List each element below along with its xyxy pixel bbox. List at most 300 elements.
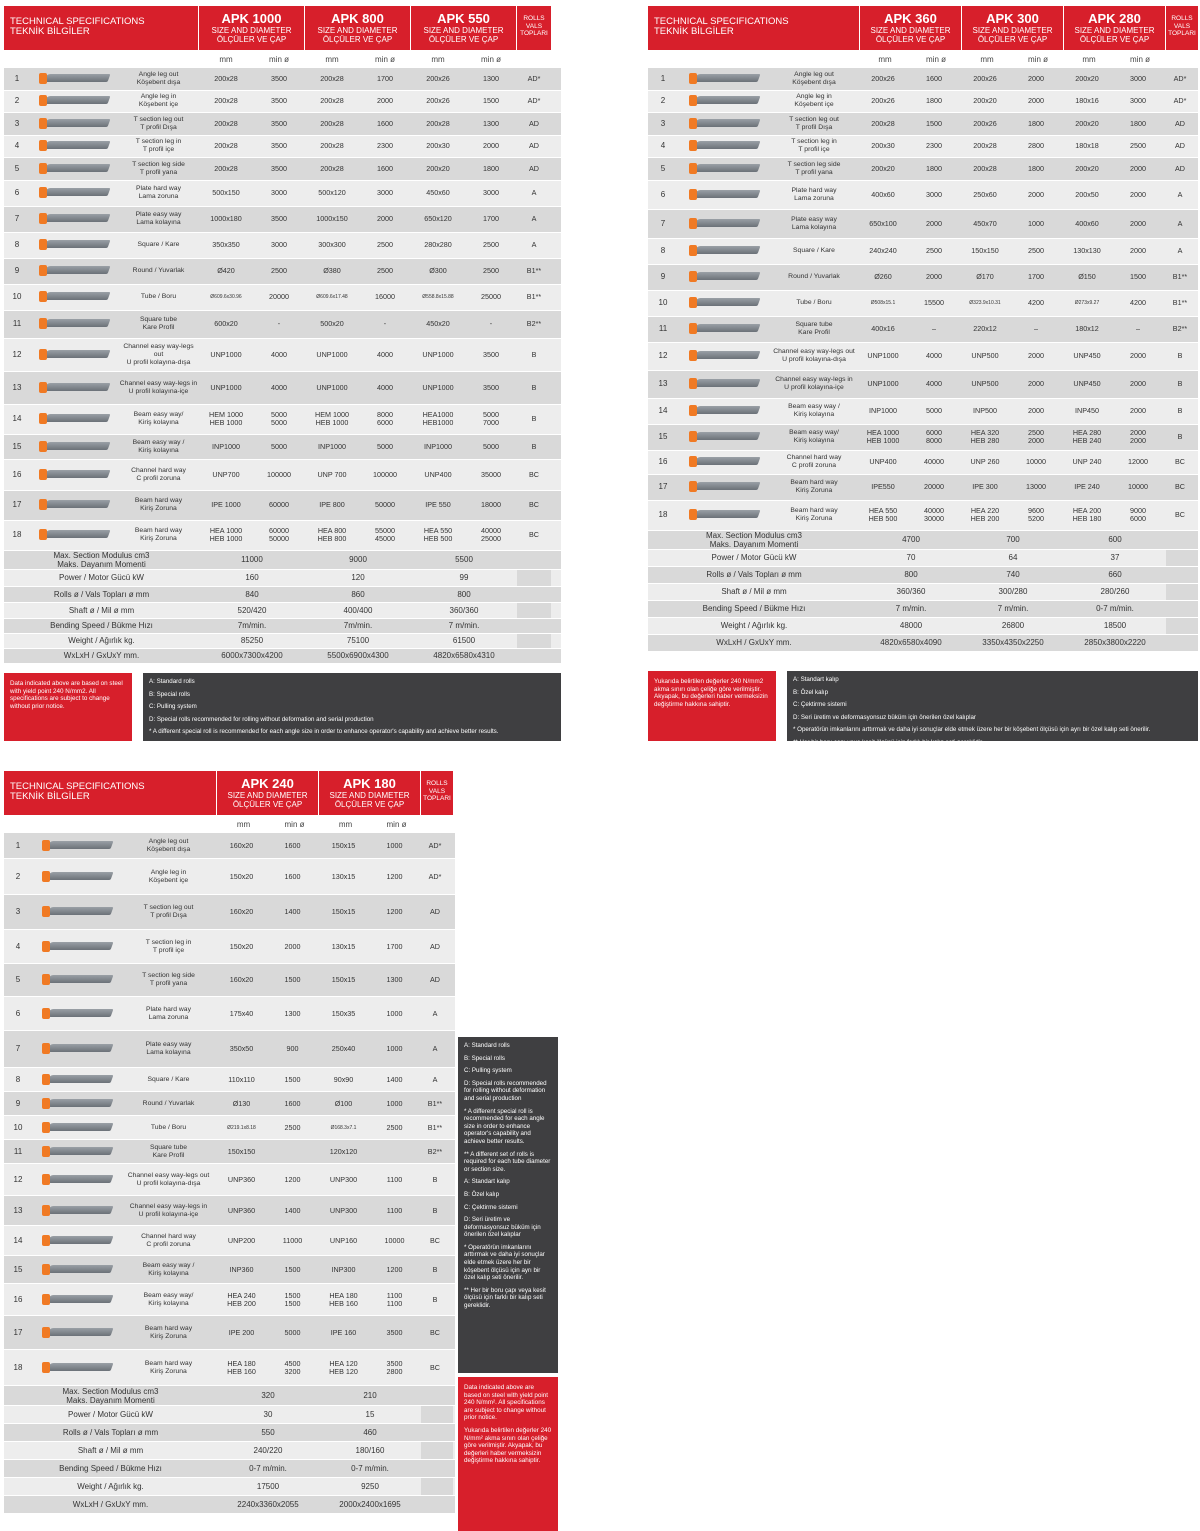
spacer bbox=[517, 649, 551, 663]
profile-name bbox=[122, 1350, 215, 1385]
value-line: 1800 bbox=[926, 163, 942, 173]
value-cell bbox=[305, 491, 359, 520]
machine-spec-value: 360/360 bbox=[449, 605, 479, 615]
profile-image bbox=[30, 311, 118, 338]
profile-name-tr: T profil yana bbox=[149, 980, 188, 987]
note-line: A: Standard rolls bbox=[464, 1042, 510, 1049]
value-cell bbox=[465, 460, 517, 490]
profile-shape-icon bbox=[40, 1232, 114, 1250]
table-row bbox=[4, 997, 455, 1031]
value-line: 2500 bbox=[271, 266, 287, 275]
profile-name bbox=[122, 1256, 215, 1283]
profile-name-en: T section leg side bbox=[787, 160, 841, 168]
value-cell bbox=[411, 259, 465, 284]
profile-name bbox=[770, 210, 858, 238]
roll-code: BC bbox=[430, 1362, 440, 1372]
value-cell bbox=[215, 997, 268, 1030]
value-line: UNP1000 bbox=[422, 382, 454, 392]
value-cell bbox=[1062, 210, 1112, 238]
profile-name bbox=[118, 339, 199, 371]
label-line: Shaft ø / Mil ø mm bbox=[721, 587, 787, 596]
machine-spec-row bbox=[648, 635, 1198, 652]
profile-name-en: Plate easy way bbox=[135, 211, 182, 218]
profile-image bbox=[32, 895, 122, 929]
value-cell bbox=[1112, 451, 1164, 474]
profile-tip bbox=[39, 441, 47, 452]
profile-image bbox=[32, 1116, 122, 1139]
value-line: 350x350 bbox=[212, 240, 240, 249]
table-row bbox=[4, 339, 561, 372]
value-line: 200x26 bbox=[426, 96, 450, 106]
value-cell bbox=[305, 339, 359, 371]
table-row bbox=[4, 91, 561, 114]
value-cell bbox=[465, 113, 517, 135]
value-cell bbox=[370, 1140, 419, 1163]
value-line: 35000 bbox=[481, 469, 501, 479]
value-line: 400x60 bbox=[871, 189, 895, 199]
value-line: 150x15 bbox=[331, 975, 356, 984]
profile-name-tr: Kiriş Zoruna bbox=[795, 487, 833, 494]
profile-shape-icon bbox=[37, 160, 111, 178]
value-line: 2500 bbox=[1028, 246, 1044, 255]
value-cell bbox=[465, 372, 517, 404]
machine-spec-row bbox=[648, 601, 1198, 618]
value-cell bbox=[1062, 371, 1112, 398]
machine-spec-value: 15 bbox=[365, 1410, 375, 1419]
value-line: UNP450 bbox=[1073, 379, 1101, 388]
value-cell bbox=[253, 460, 305, 490]
value-line: 3500 bbox=[271, 118, 287, 128]
value-cell bbox=[465, 259, 517, 284]
value-line: UNP1000 bbox=[867, 379, 899, 388]
value-cell bbox=[1062, 158, 1112, 180]
value-cell bbox=[359, 181, 411, 206]
value-line: 1800 bbox=[483, 163, 499, 173]
profile-image bbox=[678, 475, 770, 500]
title-tr: TEKNİK BİLGİLER bbox=[654, 26, 734, 37]
spacer bbox=[421, 1460, 453, 1477]
value-line: 2000 bbox=[926, 272, 942, 281]
machine-spec-value: 460 bbox=[363, 1428, 377, 1437]
value-cell bbox=[858, 158, 908, 180]
row-number: 8 bbox=[14, 240, 20, 249]
value-line: HEA 550 bbox=[868, 506, 898, 515]
value-cell bbox=[1062, 265, 1112, 290]
profile-tip bbox=[689, 95, 697, 106]
value-line: HEB 180 bbox=[1072, 514, 1102, 523]
profile-name-en: Channel easy way-legs in bbox=[119, 379, 198, 387]
value-cell bbox=[908, 501, 960, 530]
profile-shape-icon bbox=[37, 236, 111, 254]
value-line: 1500 bbox=[284, 1290, 301, 1300]
profile-name-tr: Kiriş kolayına bbox=[138, 419, 179, 426]
value-cell bbox=[305, 136, 359, 158]
profile-name-tr: Kiriş Zoruna bbox=[140, 535, 177, 542]
machine-spec-value: 4700 bbox=[902, 535, 920, 544]
value-line: 300x300 bbox=[318, 240, 346, 249]
value-line: 4200 bbox=[1028, 298, 1044, 307]
value-line: 40000 bbox=[924, 457, 944, 466]
profile-shape-icon bbox=[37, 210, 111, 228]
profile-image bbox=[32, 1164, 122, 1195]
spacer bbox=[421, 1386, 453, 1405]
profile-name-en: Round / Yuvarlak bbox=[142, 1099, 195, 1107]
machine-spec-value: 26800 bbox=[1001, 621, 1025, 630]
profile-name-tr: C profil zoruna bbox=[146, 1240, 191, 1248]
value-cell bbox=[1010, 343, 1062, 370]
value-line: 200x28 bbox=[320, 163, 344, 173]
profile-name bbox=[118, 207, 199, 232]
value-line: 200x26 bbox=[426, 73, 450, 83]
profile-shape-icon bbox=[687, 215, 761, 233]
profile-bar bbox=[44, 74, 111, 82]
machine-spec-value: 18500 bbox=[1103, 621, 1127, 630]
value-cell bbox=[268, 833, 317, 858]
profile-name-tr: Kiriş kolayına bbox=[793, 437, 835, 444]
label-line: Maks. Dayanım Momenti bbox=[66, 1395, 155, 1405]
profile-shape-icon bbox=[37, 137, 111, 155]
table-row bbox=[4, 405, 561, 435]
value-cell bbox=[1062, 475, 1112, 500]
profile-image bbox=[30, 113, 118, 135]
value-cell bbox=[370, 1164, 419, 1195]
value-line: INP500 bbox=[973, 406, 997, 415]
value-cell bbox=[317, 1031, 370, 1067]
value-cell bbox=[253, 435, 305, 459]
value-cell bbox=[858, 425, 908, 450]
value-cell bbox=[858, 291, 908, 316]
value-cell bbox=[359, 207, 411, 232]
note-yield-point-en bbox=[4, 673, 132, 741]
value-cell bbox=[268, 1350, 317, 1385]
value-cell bbox=[465, 158, 517, 180]
value-line: 2800 bbox=[1028, 141, 1044, 151]
value-cell bbox=[908, 317, 960, 342]
profile-image bbox=[30, 405, 118, 434]
roll-code: AD* bbox=[1173, 96, 1187, 106]
table-row bbox=[648, 210, 1198, 239]
profile-shape-icon bbox=[687, 320, 761, 338]
profile-name bbox=[122, 859, 215, 894]
value-line: 2000 bbox=[377, 214, 393, 223]
value-cell bbox=[370, 1116, 419, 1139]
value-cell bbox=[858, 91, 908, 113]
table-row bbox=[648, 475, 1198, 501]
machine-spec-label bbox=[648, 635, 860, 651]
value-line: UNP700 bbox=[212, 469, 240, 479]
profile-image bbox=[30, 339, 118, 371]
value-line: 25000 bbox=[481, 292, 501, 301]
value-line: HEB 500 bbox=[423, 534, 453, 543]
model-name: APK 240 bbox=[241, 776, 294, 791]
profile-image bbox=[30, 435, 118, 459]
value-line: 2000 bbox=[1130, 406, 1146, 415]
value-cell bbox=[359, 521, 411, 550]
roll-code: A bbox=[1177, 218, 1183, 228]
table-row bbox=[648, 343, 1198, 371]
table-row bbox=[4, 1031, 455, 1068]
profile-name-en: Tube / Boru bbox=[150, 1123, 187, 1131]
table-row bbox=[4, 1284, 455, 1316]
profile-tip bbox=[39, 499, 47, 510]
value-cell bbox=[960, 371, 1010, 398]
value-cell bbox=[465, 521, 517, 550]
value-cell bbox=[253, 339, 305, 371]
model-header bbox=[1064, 6, 1165, 50]
table-row bbox=[648, 451, 1198, 475]
value-line: HEB 1000 bbox=[209, 418, 243, 427]
label-line: Bending Speed / Bükme Hızı bbox=[50, 621, 153, 630]
units-header bbox=[4, 815, 455, 833]
model-sub-en: SIZE AND DIAMETER bbox=[1074, 26, 1155, 35]
profile-image bbox=[32, 1092, 122, 1115]
machine-spec-label bbox=[4, 603, 199, 618]
table-row bbox=[4, 521, 561, 551]
value-line: 3000 bbox=[271, 240, 287, 249]
value-cell bbox=[268, 1031, 317, 1067]
profile-name-en: Round / Yuvarlak bbox=[132, 267, 185, 274]
value-line: 200x20 bbox=[1075, 118, 1099, 128]
value-line: INP1000 bbox=[869, 406, 897, 415]
table-row bbox=[4, 233, 561, 259]
profile-shape-icon bbox=[40, 938, 114, 956]
value-cell bbox=[253, 207, 305, 232]
value-line: 1400 bbox=[284, 1205, 301, 1215]
value-cell bbox=[253, 372, 305, 404]
value-cell bbox=[215, 1164, 268, 1195]
spacer bbox=[1166, 531, 1198, 549]
table-row bbox=[4, 1316, 455, 1350]
value-cell bbox=[1010, 501, 1062, 530]
value-cell bbox=[317, 859, 370, 894]
roll-code: A bbox=[531, 214, 537, 223]
profile-name-en: T section leg in bbox=[791, 138, 837, 146]
value-line: HEB 120 bbox=[329, 1366, 358, 1376]
model-name: APK 550 bbox=[437, 11, 490, 26]
profile-image bbox=[678, 68, 770, 90]
value-cell bbox=[253, 68, 305, 90]
profile-tip bbox=[42, 840, 50, 851]
value-line: 250x60 bbox=[973, 189, 997, 199]
roll-code: A bbox=[432, 1074, 438, 1084]
value-cell bbox=[1112, 501, 1164, 530]
profile-image bbox=[678, 136, 770, 158]
profile-bar bbox=[694, 351, 761, 359]
value-cell bbox=[305, 460, 359, 490]
profile-name-en: Channel easy way-legs out bbox=[773, 348, 855, 355]
note-yield-point-bilingual bbox=[458, 1377, 558, 1531]
value-line: 1000 bbox=[386, 1098, 403, 1108]
value-line: 180x12 bbox=[1075, 324, 1099, 333]
value-line: 150x150 bbox=[971, 246, 999, 255]
profile-name-tr: Kiriş Zoruna bbox=[150, 1332, 187, 1340]
value-line: 200x20 bbox=[973, 96, 997, 106]
value-line: 2500 bbox=[1028, 428, 1044, 437]
note-line: Yukarıda belirtilen değerler 240 N/mm² akma sınırı olan çeliğe göre verilmiştir. Akyapak, bu değerleri haber vermeksizin değiştirme hakkına sahiptir. bbox=[464, 1426, 552, 1465]
value-line: 280x280 bbox=[424, 240, 452, 249]
machine-spec-label bbox=[648, 618, 860, 634]
profile-name-en: Angle leg in bbox=[140, 93, 177, 101]
profile-tip bbox=[689, 118, 697, 129]
value-cell bbox=[908, 343, 960, 370]
value-cell bbox=[1010, 136, 1062, 158]
value-cell bbox=[253, 405, 305, 434]
value-line: 160x20 bbox=[229, 975, 254, 984]
value-cell bbox=[1062, 68, 1112, 90]
profile-name bbox=[118, 158, 199, 180]
value-line: 4000 bbox=[926, 379, 942, 388]
machine-spec-value: 75100 bbox=[346, 636, 370, 645]
label-line: Weight / Ağırlık kg. bbox=[68, 636, 135, 645]
profile-tip bbox=[689, 405, 697, 416]
row-number: 16 bbox=[13, 1294, 23, 1304]
profile-image bbox=[678, 371, 770, 398]
value-cell bbox=[858, 343, 908, 370]
value-line: 3200 bbox=[284, 1366, 301, 1376]
model-name: APK 800 bbox=[331, 11, 384, 26]
machine-spec-row bbox=[648, 531, 1198, 550]
profile-name bbox=[122, 964, 215, 996]
value-line: 12000 bbox=[1128, 457, 1148, 466]
machine-spec-label bbox=[4, 1460, 217, 1477]
profile-name-tr: U profil kolayına-içe bbox=[138, 1210, 199, 1218]
value-line: 3500 bbox=[271, 163, 287, 173]
value-cell bbox=[908, 113, 960, 135]
row-number: 2 bbox=[660, 96, 666, 106]
profile-bar bbox=[694, 246, 761, 254]
unit-mm: mm bbox=[878, 54, 892, 64]
value-cell bbox=[305, 435, 359, 459]
value-cell bbox=[960, 136, 1010, 158]
row-number: 15 bbox=[658, 432, 668, 441]
value-cell bbox=[370, 859, 419, 894]
profile-tip bbox=[689, 73, 697, 84]
profile-name bbox=[770, 451, 858, 474]
machine-spec-value: 3350x4350x2250 bbox=[982, 638, 1044, 647]
value-cell bbox=[215, 1226, 268, 1255]
value-cell bbox=[253, 311, 305, 338]
profile-tip bbox=[689, 140, 697, 151]
profile-name-en: T section leg out bbox=[143, 904, 194, 911]
profile-tip bbox=[689, 378, 697, 389]
value-cell bbox=[465, 491, 517, 520]
value-cell bbox=[465, 435, 517, 459]
value-line: 220x12 bbox=[973, 324, 997, 333]
model-sub-en: SIZE AND DIAMETER bbox=[227, 791, 308, 800]
profile-name bbox=[122, 1092, 215, 1115]
value-line: 200x26 bbox=[973, 73, 997, 83]
value-line: UNP1000 bbox=[210, 382, 242, 392]
profile-tip bbox=[689, 481, 697, 492]
machine-spec-row bbox=[648, 567, 1198, 584]
roll-code: AD bbox=[430, 907, 440, 916]
profile-bar bbox=[47, 1363, 114, 1371]
profile-name-en: Tube / Boru bbox=[796, 299, 832, 306]
value-line: 120x120 bbox=[329, 1146, 358, 1156]
row-number: 12 bbox=[12, 349, 22, 359]
value-line: 2000 bbox=[1130, 163, 1146, 173]
profile-name-en: Plate easy way bbox=[145, 1041, 192, 1048]
profile-bar bbox=[47, 1236, 114, 1244]
profile-shape-icon bbox=[40, 1005, 114, 1023]
roll-code: BC bbox=[529, 500, 539, 509]
profile-name-en: Beam easy way / bbox=[132, 438, 185, 446]
profile-name-en: Angle leg in bbox=[150, 868, 187, 876]
profile-name-tr: Kiriş kolayına bbox=[148, 1269, 189, 1277]
value-cell bbox=[1112, 181, 1164, 209]
profile-bar bbox=[47, 1265, 114, 1273]
value-line: 150x20 bbox=[229, 941, 254, 951]
note-line: C: Pulling system bbox=[464, 1067, 512, 1075]
value-line: IPE 200 bbox=[228, 1327, 255, 1337]
value-cell bbox=[215, 859, 268, 894]
machine-spec-value: 860 bbox=[351, 589, 365, 599]
profile-image bbox=[30, 259, 118, 284]
profile-name bbox=[118, 113, 199, 135]
value-cell bbox=[858, 501, 908, 530]
label-line: Weight / Ağırlık kg. bbox=[720, 621, 788, 630]
profile-tip bbox=[42, 1122, 50, 1133]
note-line: B: Special rolls bbox=[464, 1054, 505, 1062]
value-line: 1200 bbox=[386, 871, 403, 881]
profile-name-en: Plate easy way bbox=[791, 215, 837, 223]
value-line: 13000 bbox=[1026, 482, 1046, 491]
machine-spec-value: 7 m/min. bbox=[448, 621, 480, 630]
profile-bar bbox=[47, 1075, 114, 1083]
profile-name-tr: C profil zoruna bbox=[136, 474, 181, 482]
value-cell bbox=[370, 1350, 419, 1385]
value-line: 175x40 bbox=[229, 1008, 254, 1018]
machine-spec-value: 400/400 bbox=[343, 605, 373, 615]
profile-tip bbox=[39, 239, 47, 250]
value-line: 15500 bbox=[924, 298, 944, 307]
value-line: 5000 bbox=[284, 1327, 301, 1337]
profile-image bbox=[32, 1226, 122, 1255]
profile-name bbox=[122, 1196, 215, 1225]
value-line: 55000 bbox=[375, 526, 395, 535]
profile-name-en: Plate hard way bbox=[136, 185, 181, 192]
value-cell bbox=[268, 1164, 317, 1195]
profile-shape-icon bbox=[687, 375, 761, 393]
table-row bbox=[648, 113, 1198, 136]
value-line: 1600 bbox=[377, 118, 393, 128]
value-cell bbox=[908, 475, 960, 500]
value-cell bbox=[411, 405, 465, 434]
profile-tip bbox=[39, 163, 47, 174]
profile-tip bbox=[689, 163, 697, 174]
profile-bar bbox=[694, 510, 761, 518]
value-cell bbox=[370, 833, 419, 858]
model-sub-en: SIZE AND DIAMETER bbox=[317, 26, 398, 35]
value-line: 3000 bbox=[377, 188, 393, 197]
profile-image bbox=[32, 1316, 122, 1349]
profile-name bbox=[118, 460, 199, 490]
profile-tip bbox=[39, 318, 47, 329]
value-cell bbox=[858, 399, 908, 424]
value-line: 2000 bbox=[377, 96, 393, 106]
table-row bbox=[4, 930, 455, 964]
value-cell bbox=[268, 997, 317, 1030]
roll-code: B bbox=[531, 414, 537, 423]
row-number: 18 bbox=[658, 510, 668, 519]
value-line: UNP1000 bbox=[422, 349, 454, 359]
value-cell bbox=[253, 521, 305, 550]
roll-code: AD* bbox=[428, 871, 442, 881]
profile-bar bbox=[47, 1295, 114, 1303]
machine-spec-label bbox=[4, 619, 199, 633]
label-line: Bending Speed / Bükme Hızı bbox=[59, 1464, 162, 1473]
profile-image bbox=[30, 521, 118, 550]
